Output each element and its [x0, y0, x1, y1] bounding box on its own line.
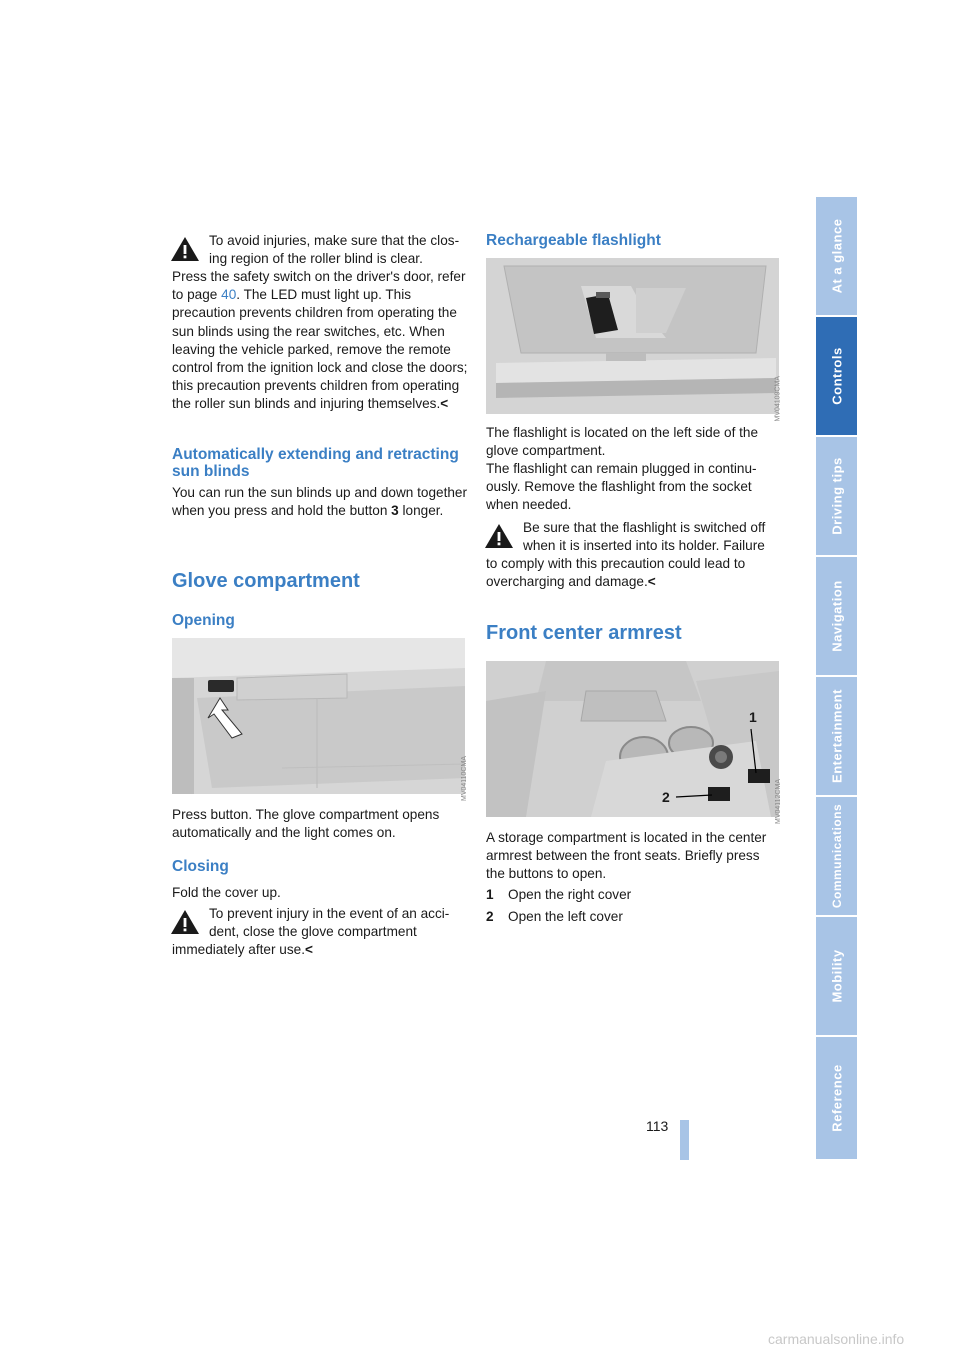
warning2-body [172, 941, 468, 959]
armrest-text: A storage compartment is located in the center armrest between the front seats. Briefly press the buttons to open. [486, 830, 767, 882]
tab-communications[interactable] [816, 797, 857, 915]
tab-navigation[interactable] [816, 557, 857, 675]
warning2-line-1: To prevent injury in the event of an acci- [209, 906, 450, 921]
auto-sun-blinds-heading: Automatically extending and retracting sun blinds [172, 446, 459, 480]
opening-text: Press button. The glove compartment opens automatically and the light comes on. [172, 807, 440, 841]
warning3-line-2: when it is inserted into its holder. Failure [523, 538, 765, 554]
end-mark: < [440, 396, 449, 412]
tab-label: Navigation [829, 580, 844, 652]
warning2-line-2: dent, close the glove compartment [209, 924, 417, 940]
closing-text: Fold the cover up. [172, 885, 281, 900]
armrest-figure [486, 661, 782, 825]
tab-controls[interactable] [816, 317, 857, 435]
figure-code: MV04109CMA [775, 376, 782, 422]
list-item [486, 908, 782, 926]
callout-1: 1 [749, 709, 757, 725]
auto-sun-blinds-text [172, 484, 468, 520]
page-link-40[interactable]: 40 [221, 287, 237, 303]
tab-label: Communications [829, 803, 844, 909]
tab-label: Entertainment [829, 689, 844, 783]
opening-heading: Opening [172, 612, 235, 629]
flashlight-text-1: The flashlight is located on the left side of the glove compartment. [486, 425, 759, 459]
auto-text-cont: longer. [398, 503, 444, 519]
closing-heading: Closing [172, 858, 229, 875]
tab-label: At a glance [829, 218, 844, 294]
warning-icon [170, 236, 200, 262]
warning3-line-1: Be sure that the flashlight is switched off [523, 520, 766, 535]
list-item [486, 886, 782, 904]
list-number: 2 [486, 909, 494, 925]
tab-label: Driving tips [829, 457, 844, 535]
tab-mobility[interactable] [816, 917, 857, 1035]
button-number: 3 [391, 503, 399, 519]
flashlight-figure [486, 258, 782, 422]
warning-icon [484, 523, 514, 549]
list-text: Open the right cover [508, 887, 632, 902]
callout-2: 2 [662, 789, 670, 805]
warning1-text: Press the safety switch on the driver's door, refer to page [172, 269, 466, 303]
tab-reference[interactable] [816, 1037, 857, 1159]
page-marker-bar [680, 1120, 689, 1160]
flashlight-text-2: The flashlight can remain plugged in continu- ously. Remove the flashlight from the socket when needed. [486, 461, 757, 513]
tab-label: Mobility [829, 949, 844, 1003]
warning2-first-lines [209, 905, 467, 941]
warning1-line-1: To avoid injuries, make sure that the clos- [209, 233, 460, 248]
warning3-first-lines [523, 519, 781, 555]
warning-icon [170, 909, 200, 935]
figure-code: MV04110CMA [461, 756, 468, 802]
warning3-body [486, 555, 782, 591]
watermark: carmanualsonline.info [768, 1331, 905, 1347]
tab-label: Reference [829, 1064, 844, 1132]
list-text: Open the left cover [508, 909, 623, 925]
glove-compartment-heading: Glove compartment [172, 570, 360, 592]
warning1-body [172, 268, 468, 414]
tab-at-a-glance[interactable] [816, 197, 857, 315]
warning1-text-cont: . The LED must light up. This precaution prevents children from operating the sun blinds using the rear switches, etc. When leaving the vehicle parked, remove the remote control from the ignition lock and close the doors; this precaution prevents children from operating the roller sun blinds and injuring themselves. [172, 287, 468, 412]
end-mark: < [304, 942, 313, 957]
tab-entertainment[interactable] [816, 677, 857, 795]
warning1-line-2: ing region of the roller blind is clear. [209, 251, 423, 267]
warning2-text: immediately after use. [172, 942, 305, 957]
tab-driving-tips[interactable] [816, 437, 857, 555]
armrest-list [486, 886, 782, 926]
page-number: 113 [646, 1118, 669, 1134]
auto-text: You can run the sun blinds up and down together when you press and hold the button [172, 485, 468, 519]
warning1-first-lines [209, 232, 467, 268]
figure-code: MV04112CMA [775, 779, 782, 825]
glove-compartment-figure [172, 638, 468, 802]
tab-label: Controls [829, 347, 844, 405]
end-mark: < [647, 574, 656, 590]
flashlight-heading: Rechargeable flashlight [486, 232, 661, 249]
warning3-text: to comply with this precaution could lead to overcharging and damage. [486, 556, 746, 590]
list-number: 1 [486, 887, 494, 902]
front-center-armrest-heading: Front center armrest [486, 622, 682, 644]
